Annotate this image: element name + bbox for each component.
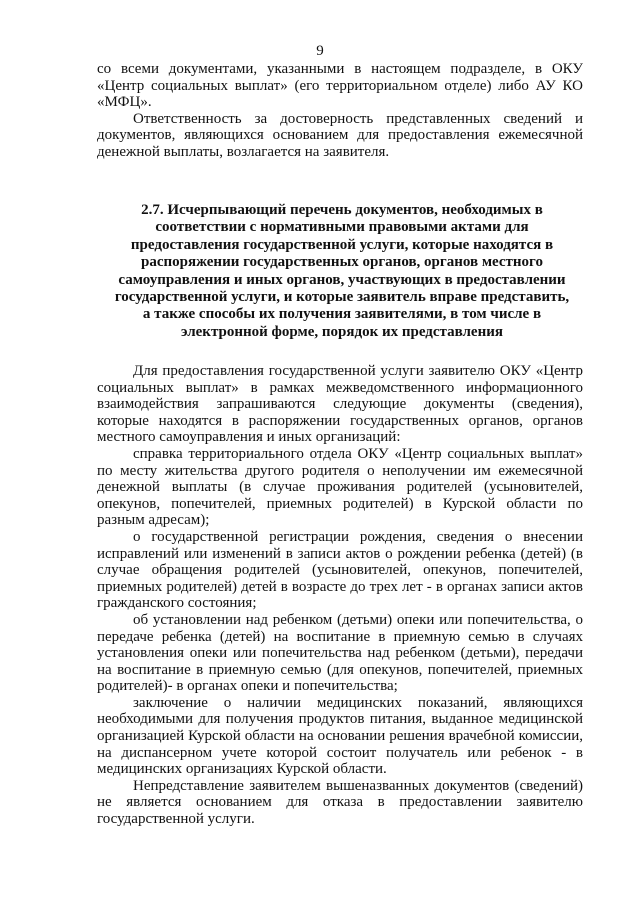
paragraph-non-submission: Непредставление заявителем вышеназванных документов (сведений) не является основанием для отказа в предоставлении заявителю государственной услуги. [97,777,583,828]
list-item-birth-registration: о государственной регистрации рождения, сведения о внесении исправлений или изменений в записи актов о рождении ребенка (детей) (в случае обращения родителей (усыновителей, опекунов, попечителей, приемных родителей) детей в возрасте до трех лет - в органах записи актов гражданского состояния; [97,528,583,612]
paragraph-continuation: со всеми документами, указанными в настоящем подразделе, в ОКУ «Центр социальных выплат» (его территориальном отделе) либо АУ КО «МФЦ». [97,61,583,111]
list-item-guardianship: об установлении над ребенком (детьми) опеки или попечительства, о передаче ребенка (детей) на воспитание в приемную семью в случаях установления опеки или попечительства над ребенком (детьми), передачи на воспитание в приемную семью (для опекунов, попечителей, приемных родителей)- в органах опеки и попечительства; [97,611,583,695]
top-text-block [97,61,583,161]
list-item-medical-conclusion: заключение о наличии медицинских показаний, являющихся необходимыми для получения продуктов питания, выданное медицинской организацией Курской области на основании решения врачебной комиссии, на диспансерном учете которой состоит получатель или ребенок - в медицинских организациях Курской области. [97,694,583,778]
paragraph-responsibility: Ответственность за достоверность представленных сведений и документов, являющихся основанием для предоставления ежемесячной денежной выплаты, возлагается на заявителя. [97,110,583,160]
page-number: 9 [316,43,324,59]
paragraph-intro: Для предоставления государственной услуги заявителю ОКУ «Центр социальных выплат» в рамках межведомственного информационного взаимодействия запрашиваются следующие документы (сведения), которые находятся в распоряжении государственных органов, органов местного самоуправления и иных организаций: [97,363,583,446]
main-text-block [97,363,583,828]
section-heading: 2.7. Исчерпывающий перечень документов, необходимых в соответствии с нормативными правовыми актами для предоставления государственной услуги, которые находятся в распоряжении государственных органов, органов местного самоуправления и иных органов, участвующих в предоставлении государственной услуги, и которые заявитель вправе представить, а также способы их получения заявителями, в том числе в электронной форме, порядок их представления [114,202,570,340]
list-item-certificate: справка территориального отдела ОКУ «Центр социальных выплат» по месту жительства другого родителя о неполучении им ежемесячной денежной выплаты (в случае проживания родителей (усыновителей, опекунов, попечителей, приемных родителей) в Курской области по разным адресам); [97,445,583,529]
